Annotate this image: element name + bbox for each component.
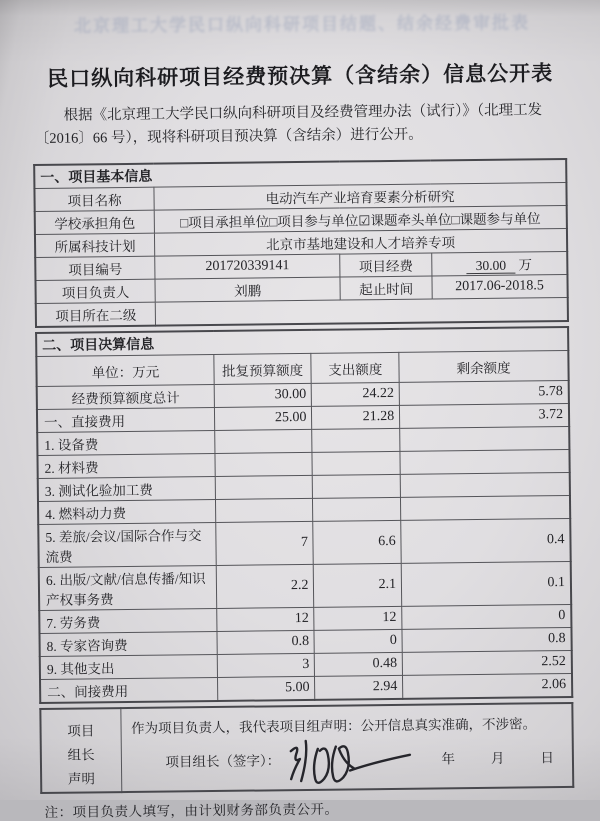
declaration-statement: 作为项目负责人，我代表项目组声明：公开信息真实准确，不涉密。 <box>130 716 537 737</box>
settlement-table <box>35 326 573 704</box>
row-remaining: 5.78 <box>399 381 569 406</box>
page-title: 民口纵向科研项目经费预决算（含结余）信息公开表 <box>47 61 554 91</box>
checkbox-option-topic-participant[interactable]: □课题参与单位 <box>451 211 541 228</box>
row-approved: 0.8 <box>217 631 315 655</box>
row-approved: 25.00 <box>214 407 312 431</box>
checkbox-option-undertaker[interactable]: □项目承担单位 <box>179 214 270 231</box>
row-spent <box>313 498 401 522</box>
row-remaining: 2.52 <box>402 651 572 676</box>
row-label: 9. 其他支出 <box>40 655 217 680</box>
table-row <box>38 519 570 568</box>
row-approved: 2.2 <box>216 565 314 609</box>
row-remaining: 3.72 <box>400 404 570 429</box>
row-spent: 0.48 <box>315 653 403 677</box>
row-approved <box>214 430 312 454</box>
col-header-remaining: 剩余额度 <box>399 351 569 383</box>
period-value: 2017.06-2018.5 <box>432 275 568 300</box>
project-code-value: 201720339141 <box>155 254 341 279</box>
col-header-approved: 批复预算额度 <box>214 354 312 385</box>
project-name-value: 电动汽车产业培育要素分析研究 <box>154 183 567 211</box>
row-approved: 30.00 <box>214 384 312 408</box>
row-label: 二、间接费用 <box>40 678 218 704</box>
row-spent: 21.28 <box>312 406 400 430</box>
checkbox-option-topic-lead-checked[interactable]: ☑课题牵头单位 <box>358 212 452 229</box>
row-label: 一、直接费用 <box>37 408 214 433</box>
row-spent: 12 <box>314 607 402 631</box>
row-spent: 6.6 <box>313 521 401 565</box>
table-row <box>40 703 573 793</box>
row-spent <box>312 452 400 476</box>
row-label: 经费预算额度总计 <box>37 385 214 410</box>
row-label: 1. 设备费 <box>37 431 214 456</box>
col-header-spent: 支出额度 <box>311 353 399 384</box>
row-label: 6. 出版/文献/信息传播/知识产权事务费 <box>39 566 217 611</box>
project-name-label: 项目名称 <box>34 188 154 212</box>
declaration-label: 项目 组长 声明 <box>40 708 121 793</box>
row-approved: 5.00 <box>217 677 315 702</box>
day-label: 日 <box>540 750 555 766</box>
leader-value: 刘鹏 <box>155 277 341 302</box>
form-content <box>30 57 579 821</box>
row-approved <box>215 499 313 523</box>
budget-label: 项目经费 <box>340 253 432 277</box>
footnote: 注：项目负责人填写，由计划财务部负责公开。 <box>44 801 339 821</box>
row-label: 5. 差旅/会议/国际合作与交流费 <box>38 523 216 568</box>
row-remaining: 0.4 <box>401 519 571 564</box>
project-code-label: 项目编号 <box>35 257 155 281</box>
row-remaining <box>400 473 570 498</box>
signature-handwriting <box>284 734 415 787</box>
row-remaining <box>400 427 570 452</box>
row-label: 8. 专家咨询费 <box>39 632 216 657</box>
intro-paragraph: 根据《北京理工大学民口纵向科研项目及经费管理办法（试行）》（北理工发〔2016〕66 号），现将科研项目预决算（含结余）进行公开。 <box>34 102 543 148</box>
row-remaining: 0 <box>402 605 572 630</box>
row-remaining <box>400 450 570 475</box>
period-label: 起止时间 <box>340 276 432 300</box>
bleed-through-header: 北京理工大学民口纵向科研项目结题、结余经费审批表 <box>73 13 531 36</box>
row-spent: 2.94 <box>315 676 403 700</box>
row-approved <box>215 453 313 477</box>
row-label: 4. 燃料动力费 <box>38 500 215 525</box>
row-spent: 0 <box>314 630 402 654</box>
row-approved: 3 <box>217 654 315 678</box>
signature-row <box>131 734 564 783</box>
col-header-unit: 单位：万元 <box>36 355 214 387</box>
row-approved <box>215 476 313 500</box>
month-label: 月 <box>490 751 505 767</box>
table-row <box>39 562 571 611</box>
row-remaining <box>401 496 571 521</box>
budget-value-cell <box>432 252 568 277</box>
dept-label: 项目所在二级 <box>36 303 156 328</box>
leader-label: 项目负责人 <box>35 280 155 304</box>
role-label: 学校承担角色 <box>35 211 155 235</box>
row-spent: 24.22 <box>312 383 400 407</box>
row-remaining: 0.1 <box>401 562 571 607</box>
budget-amount: 30.00 <box>467 258 516 275</box>
year-label: 年 <box>441 751 456 767</box>
row-label: 3. 测试化验加工费 <box>38 477 215 502</box>
date-fields <box>441 746 564 779</box>
row-spent: 2.1 <box>314 564 402 608</box>
dept-value <box>155 298 568 326</box>
sign-label: 项目组长（签字）： <box>165 753 281 770</box>
row-approved: 12 <box>216 608 314 632</box>
row-label: 7. 劳务费 <box>39 609 216 634</box>
row-spent <box>313 475 401 499</box>
section1-heading: 一、项目基本信息 <box>34 159 566 189</box>
row-label: 2. 材料费 <box>37 454 214 479</box>
row-remaining: 2.06 <box>403 674 573 699</box>
declaration-table <box>39 702 574 794</box>
declaration-body <box>120 703 573 792</box>
section2-heading: 二、项目决算信息 <box>36 327 568 357</box>
budget-unit: 万 <box>518 257 533 273</box>
row-approved: 7 <box>215 522 313 566</box>
row-spent <box>312 429 400 453</box>
plan-label: 所属科技计划 <box>35 234 155 258</box>
basic-info-table <box>33 158 569 328</box>
row-remaining: 0.8 <box>402 628 572 653</box>
plan-value: 北京市基地建设和人才培养专项 <box>154 229 567 257</box>
checkbox-option-participant[interactable]: □项目参与单位 <box>269 213 359 230</box>
